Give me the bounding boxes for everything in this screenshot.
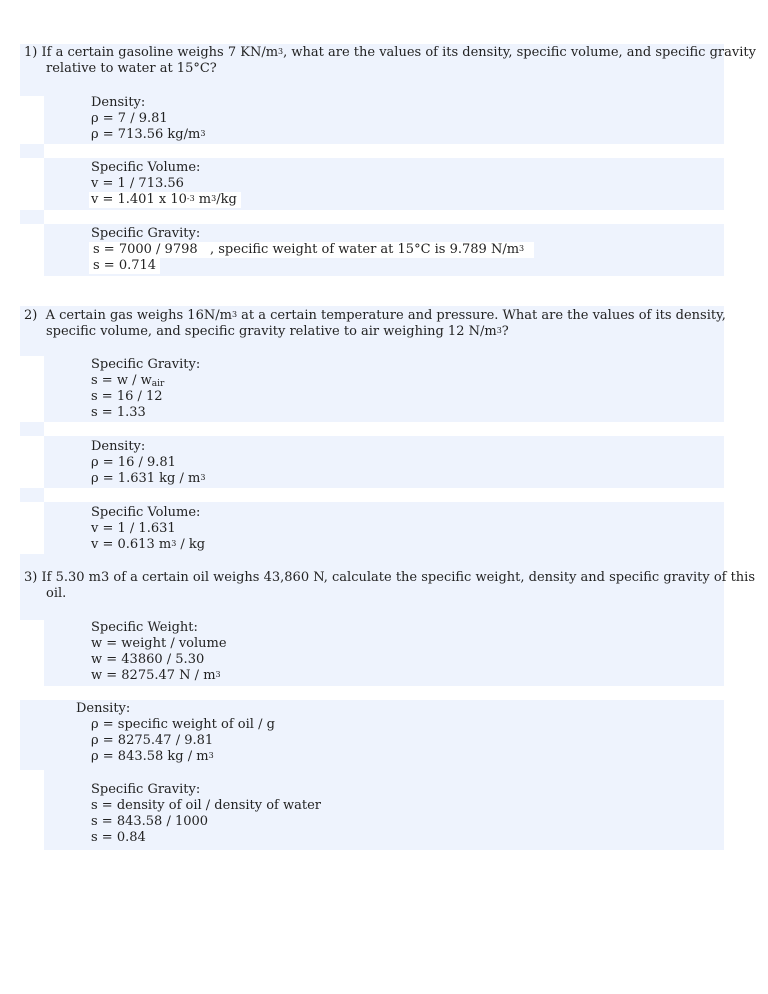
problem-number: 2)	[24, 308, 38, 323]
equation: v = 1 / 713.56	[91, 176, 184, 191]
equation: s = 7000 / 9798	[89, 242, 212, 258]
equation: v = 1.401 x $10^{-3}$ $m^3/kg$	[89, 192, 241, 208]
section-title: Density:	[91, 95, 146, 110]
note: , specific weight of water at 15°C is 9.789 $N/m^3$	[208, 242, 534, 258]
equation: ρ = 16 / 9.81	[91, 455, 176, 470]
problem-2-question: 2) A certain gas weighs $16N/m^3$ at a certain temperature and pressure. What are the values of its density, specific volume, and specific gravity relative to air weighing 12 $N/m^3$?	[24, 308, 726, 339]
equation: ρ = 843.58 kg / $m^3$	[91, 749, 214, 764]
section-title: Specific Volume:	[91, 505, 201, 520]
equation: w = weight / volume	[91, 636, 227, 651]
equation: ρ = 1.631 kg / $m^3$	[91, 471, 206, 486]
equation: s = 1.33	[91, 405, 146, 420]
highlight-band	[20, 488, 44, 502]
highlight-band	[20, 210, 44, 224]
equation: ρ = 713.56 $kg/m^3$	[91, 127, 206, 142]
equation: s = 16 / 12	[91, 389, 163, 404]
equation: s = 0.714	[89, 258, 160, 274]
section-title: Specific Gravity:	[91, 226, 201, 241]
section-title: Specific Gravity:	[91, 357, 201, 372]
equation: s = 843.58 / 1000	[91, 814, 209, 829]
equation: s = 0.84	[91, 830, 146, 845]
section-title: Density:	[91, 439, 146, 454]
equation: w = 43860 / 5.30	[91, 652, 205, 667]
equation: $s = w / w_{air}$	[91, 373, 165, 389]
equation: v = 1 / 1.631	[91, 521, 176, 536]
highlight-band	[20, 144, 44, 158]
equation: ρ = 7 / 9.81	[91, 111, 168, 126]
section-title: Specific Gravity:	[91, 782, 201, 797]
equation: s = density of oil / density of water	[91, 798, 322, 813]
equation: w = 8275.47 N / $m^3$	[91, 668, 221, 683]
problem-number: 3)	[24, 570, 38, 585]
problem-3-question: 3) If 5.30 m3 of a certain oil weighs 43,860 N, calculate the specific weight, density and specific gravity of this oil.	[24, 570, 756, 601]
section-title: Density:	[76, 701, 131, 716]
highlight-band	[20, 422, 44, 436]
problem-number: 1)	[24, 45, 38, 60]
equation: v = 0.613 $m^3$ / kg	[91, 537, 206, 552]
equation: ρ = 8275.47 / 9.81	[91, 733, 214, 748]
problem-1-question: 1) If a certain gasoline weighs 7 $KN/m^3$, what are the values of its density, specific volume, and specific gravity relative to water at 15°C?	[24, 45, 756, 76]
section-title: Specific Volume:	[91, 160, 201, 175]
equation: ρ = specific weight of oil / g	[91, 717, 275, 732]
section-title: Specific Weight:	[91, 620, 198, 635]
